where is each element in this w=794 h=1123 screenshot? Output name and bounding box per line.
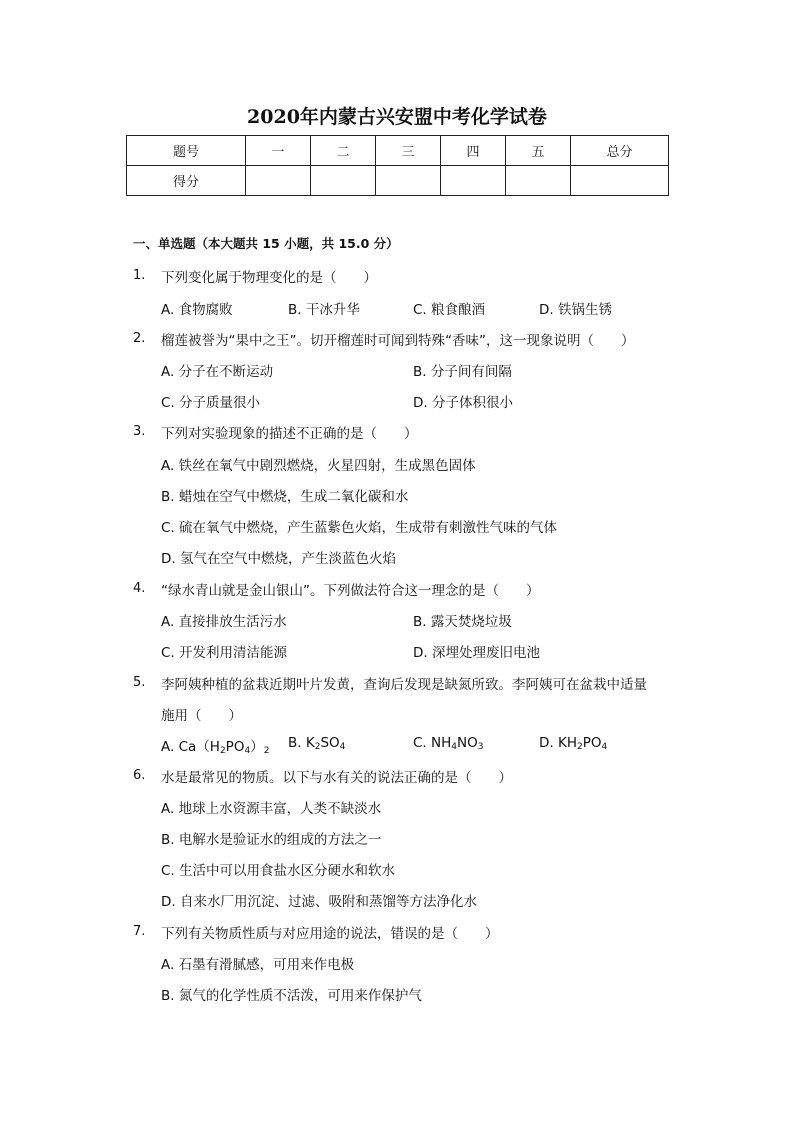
subscript: 4	[451, 742, 457, 752]
option-c: C. 粮食酿酒	[413, 302, 486, 318]
option-d: D. 深埋处理废旧电池	[413, 645, 540, 661]
page-title: 2020年内蒙古兴安盟中考化学试卷	[247, 106, 547, 128]
formula-part: ）	[250, 739, 264, 755]
option-d: D. 分子体积很小	[413, 395, 513, 411]
question-text: 下列变化属于物理变化的是（ ）	[161, 270, 377, 286]
score-cell[interactable]	[311, 166, 376, 196]
score-header-cell: 四	[441, 136, 506, 166]
score-cell[interactable]	[571, 166, 669, 196]
question-number: 4.	[133, 581, 146, 596]
score-cell[interactable]	[506, 166, 571, 196]
score-header-cell: 二	[311, 136, 376, 166]
question-text: 下列有关物质性质与对应用途的说法，错误的是（ ）	[161, 926, 499, 942]
section-heading: 一、单选题（本大题共 15 小题，共 15.0 分）	[133, 236, 399, 251]
option-a: A. 直接排放生活污水	[161, 614, 287, 630]
question-number: 3.	[133, 424, 146, 439]
score-header-cell: 三	[376, 136, 441, 166]
question-text: “绿水青山就是金山银山”。下列做法符合这一理念的是（ ）	[161, 583, 540, 599]
question-text: 下列对实验现象的描述不正确的是（ ）	[161, 426, 418, 442]
option-d: D. 氢气在空气中燃烧，产生淡蓝色火焰	[161, 551, 396, 567]
score-header-cell: 一	[246, 136, 311, 166]
score-cell[interactable]	[246, 166, 311, 196]
question-text: 水是最常见的物质。以下与水有关的说法正确的是（ ）	[161, 770, 512, 786]
score-header-cell: 五	[506, 136, 571, 166]
option-d: D. 铁锅生锈	[539, 302, 612, 318]
score-row-label: 得分	[127, 166, 246, 196]
question-text: 李阿姨种植的盆栽近期叶片发黄，查询后发现是缺氮所致。李阿姨可在盆栽中适量	[161, 677, 647, 693]
score-table-header-row	[127, 136, 669, 166]
score-cell[interactable]	[376, 166, 441, 196]
formula-part: C. NH	[413, 735, 452, 751]
option-a: A. 地球上水资源丰富，人类不缺淡水	[161, 801, 382, 817]
option-c: C. 生活中可以用食盐水区分硬水和软水	[161, 863, 396, 879]
question-text: 榴莲被誉为“果中之王”。切开榴莲时可闻到特殊“香味”，这一现象说明（ ）	[161, 333, 635, 349]
formula-part: NO	[457, 735, 478, 751]
subscript: 4	[244, 746, 251, 756]
score-table	[126, 135, 669, 196]
subscript: 3	[477, 742, 484, 752]
question-text-continued: 施用（ ）	[161, 708, 242, 724]
score-cell[interactable]	[441, 166, 506, 196]
subscript: 4	[601, 742, 608, 752]
subscript: 2	[576, 742, 583, 752]
formula-part: B. K	[288, 735, 315, 751]
option-a: A. 食物腐败	[161, 302, 233, 318]
option-a: A. 分子在不断运动	[161, 364, 274, 380]
subscript: 2	[263, 746, 270, 756]
option-b: B. 干冰升华	[288, 302, 360, 318]
formula-part: PO	[582, 735, 602, 751]
option-b: B. 蜡烛在空气中燃烧，生成二氧化碳和水	[161, 489, 409, 505]
subscript: 2	[314, 742, 321, 752]
question-number: 6.	[133, 768, 146, 783]
option-b: B. 电解水是验证水的组成的方法之一	[161, 832, 382, 848]
option-d: D. 自来水厂用沉淀、过滤、吸附和蒸馏等方法净化水	[161, 894, 477, 910]
subscript: 2	[219, 746, 226, 756]
question-number: 2.	[133, 331, 146, 346]
question-number: 5.	[133, 675, 146, 690]
formula-part: D. KH	[539, 735, 577, 751]
option-a: A. 石墨有滑腻感，可用来作电极	[161, 957, 355, 973]
subscript: 4	[339, 742, 346, 752]
option-a	[161, 735, 269, 756]
question-number: 7.	[133, 924, 146, 939]
score-header-cell: 总分	[571, 136, 669, 166]
option-d	[539, 735, 607, 752]
option-c	[413, 735, 483, 752]
option-c: C. 开发利用清洁能源	[161, 645, 288, 661]
option-b: B. 分子间有间隔	[413, 364, 512, 380]
formula-part: PO	[225, 739, 245, 755]
formula-part: SO	[320, 735, 340, 751]
option-c: C. 分子质量很小	[161, 395, 261, 411]
formula-part: A. Ca（H	[161, 739, 220, 755]
option-b	[288, 735, 345, 752]
option-b: B. 露天焚烧垃圾	[413, 614, 512, 630]
option-a: A. 铁丝在氧气中剧烈燃烧，火星四射，生成黑色固体	[161, 458, 476, 474]
score-header-cell: 题号	[127, 136, 246, 166]
option-b: B. 氮气的化学性质不活泼，可用来作保护气	[161, 988, 422, 1004]
option-c: C. 硫在氧气中燃烧，产生蓝紫色火焰，生成带有刺激性气味的气体	[161, 520, 558, 536]
question-number: 1.	[133, 268, 146, 283]
score-table-score-row	[127, 166, 669, 196]
